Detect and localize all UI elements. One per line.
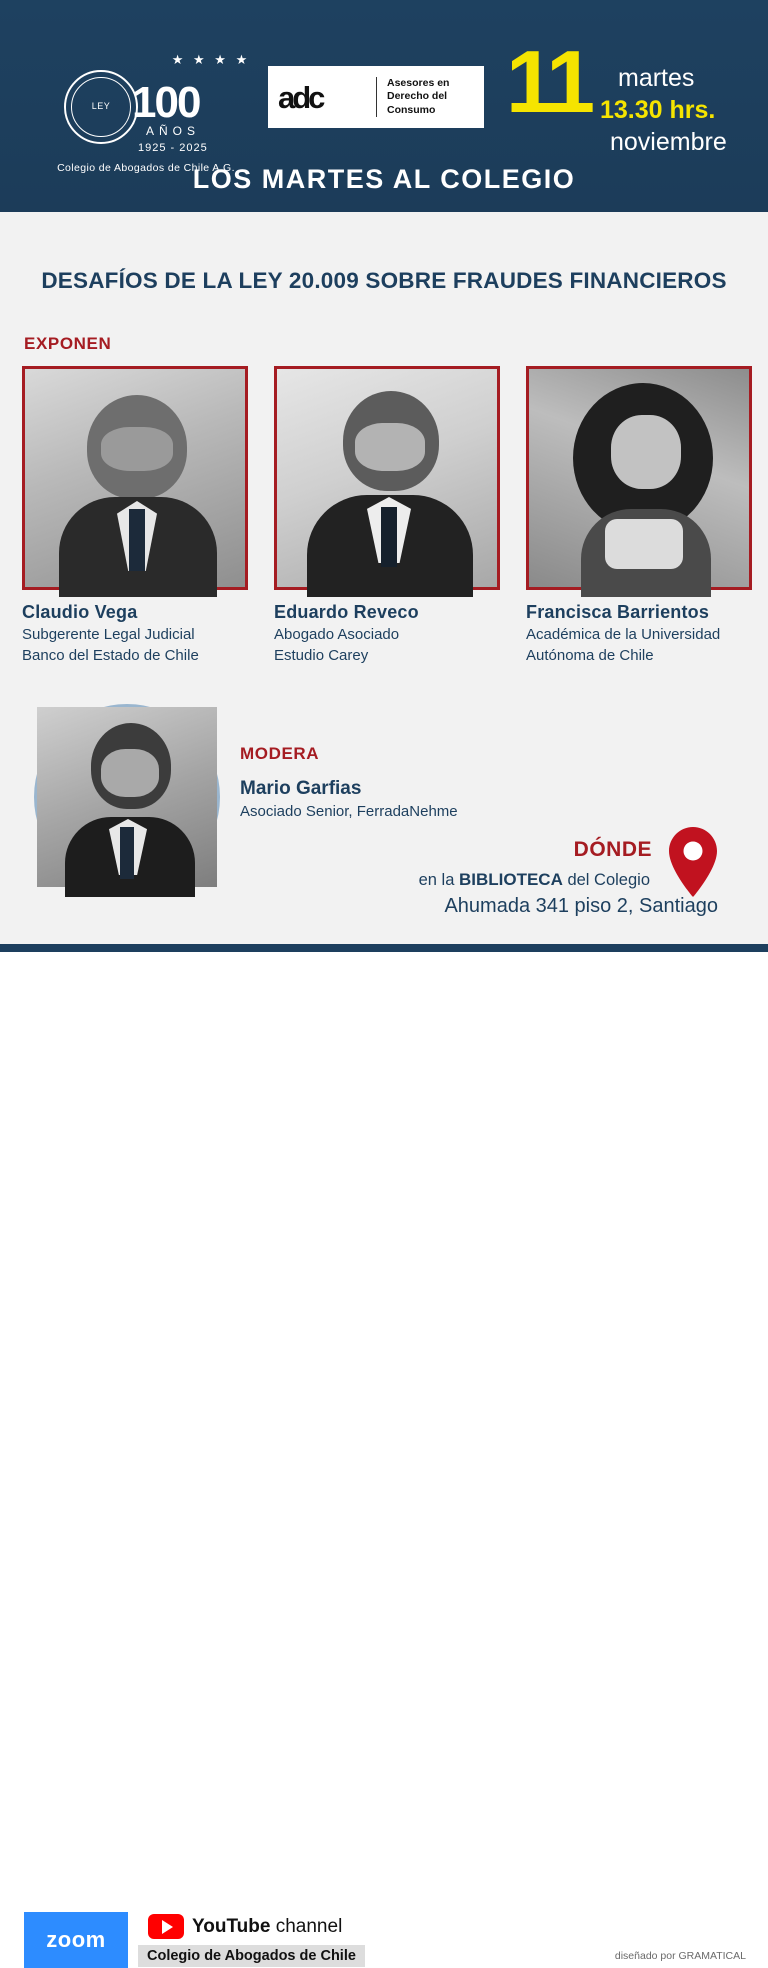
speakers-label: EXPONEN xyxy=(24,334,112,353)
partner-mark: adc xyxy=(278,79,323,115)
speaker-card xyxy=(526,366,752,665)
speakers-section xyxy=(22,366,748,665)
college-logo xyxy=(36,26,251,174)
speaker-role-line1: Abogado Asociado xyxy=(274,626,400,643)
anniversary-years: 1925 - 2025 xyxy=(138,142,208,154)
where-prefix: en la xyxy=(418,871,459,889)
youtube-label xyxy=(192,1916,342,1938)
where-address: Ahumada 341 piso 2, Santiago xyxy=(444,895,718,917)
partner-text-line2: Derecho del xyxy=(387,90,448,103)
speaker-photo xyxy=(526,366,752,590)
speaker-name: Francisca Barrientos xyxy=(526,602,710,622)
speaker-card xyxy=(274,366,500,665)
partner-logo xyxy=(268,66,484,128)
event-date-block xyxy=(496,32,746,174)
speaker-role-line2: Autónoma de Chile xyxy=(526,647,654,665)
partner-divider xyxy=(376,77,377,117)
stars-decoration: ★ ★ ★ ★ xyxy=(171,52,251,67)
moderator-photo xyxy=(34,704,220,890)
speaker-role-line1: Subgerente Legal Judicial xyxy=(22,626,195,643)
speaker-photo xyxy=(22,366,248,590)
where-venue xyxy=(419,870,650,890)
event-time: 13.30 hrs. xyxy=(600,96,716,124)
speaker-name: Eduardo Reveco xyxy=(274,602,419,622)
event-month: noviembre xyxy=(610,128,727,156)
series-title: LOS MARTES AL COLEGIO xyxy=(192,164,576,194)
youtube-word: channel xyxy=(270,1915,343,1937)
moderator-label: MODERA xyxy=(240,744,320,763)
speaker-card xyxy=(22,366,248,665)
where-suffix: del Colegio xyxy=(562,871,650,889)
partner-text xyxy=(387,77,449,118)
college-name: Colegio de Abogados de Chile A.G. xyxy=(57,162,235,174)
youtube-channel-name[interactable]: Colegio de Abogados de Chile xyxy=(138,1945,365,1967)
where-label: DÓNDE xyxy=(573,838,652,861)
speaker-name: Claudio Vega xyxy=(22,602,138,622)
speaker-role-line2: Estudio Carey xyxy=(274,647,369,665)
scales-seal-icon xyxy=(64,70,138,144)
moderator-role: Asociado Senior, FerradaNehme xyxy=(240,803,458,820)
where-highlight: BIBLIOTECA xyxy=(458,870,563,889)
location-pin-icon xyxy=(666,826,720,898)
speaker-photo xyxy=(274,366,500,590)
footer-divider xyxy=(0,944,768,952)
page-title: DESAFÍOS DE LA LEY 20.009 SOBRE FRAUDES FINANCIEROS xyxy=(41,268,727,293)
moderator-name: Mario Garfias xyxy=(240,778,362,799)
event-day: 11 xyxy=(506,32,592,131)
poster-header xyxy=(0,0,768,212)
youtube-icon xyxy=(148,1914,184,1939)
speaker-role-line1: Académica de la Universidad xyxy=(526,626,721,643)
event-weekday: martes xyxy=(618,64,695,92)
youtube-block[interactable] xyxy=(148,1914,342,1939)
anniversary-number: 100 xyxy=(132,78,200,127)
partner-text-line3: Consumo xyxy=(387,103,436,116)
speaker-role-line2: Banco del Estado de Chile xyxy=(22,647,199,665)
partner-text-line1: Asesores en xyxy=(387,76,450,89)
design-credit: diseñado por GRAMATICAL xyxy=(614,1950,746,1962)
poster-footer xyxy=(0,952,768,1964)
youtube-brand: YouTube xyxy=(192,1915,271,1937)
anniversary-word: AÑOS xyxy=(146,124,201,138)
zoom-logo[interactable]: zoom xyxy=(24,1912,128,1968)
seal-inner-text: LEY xyxy=(71,77,131,137)
